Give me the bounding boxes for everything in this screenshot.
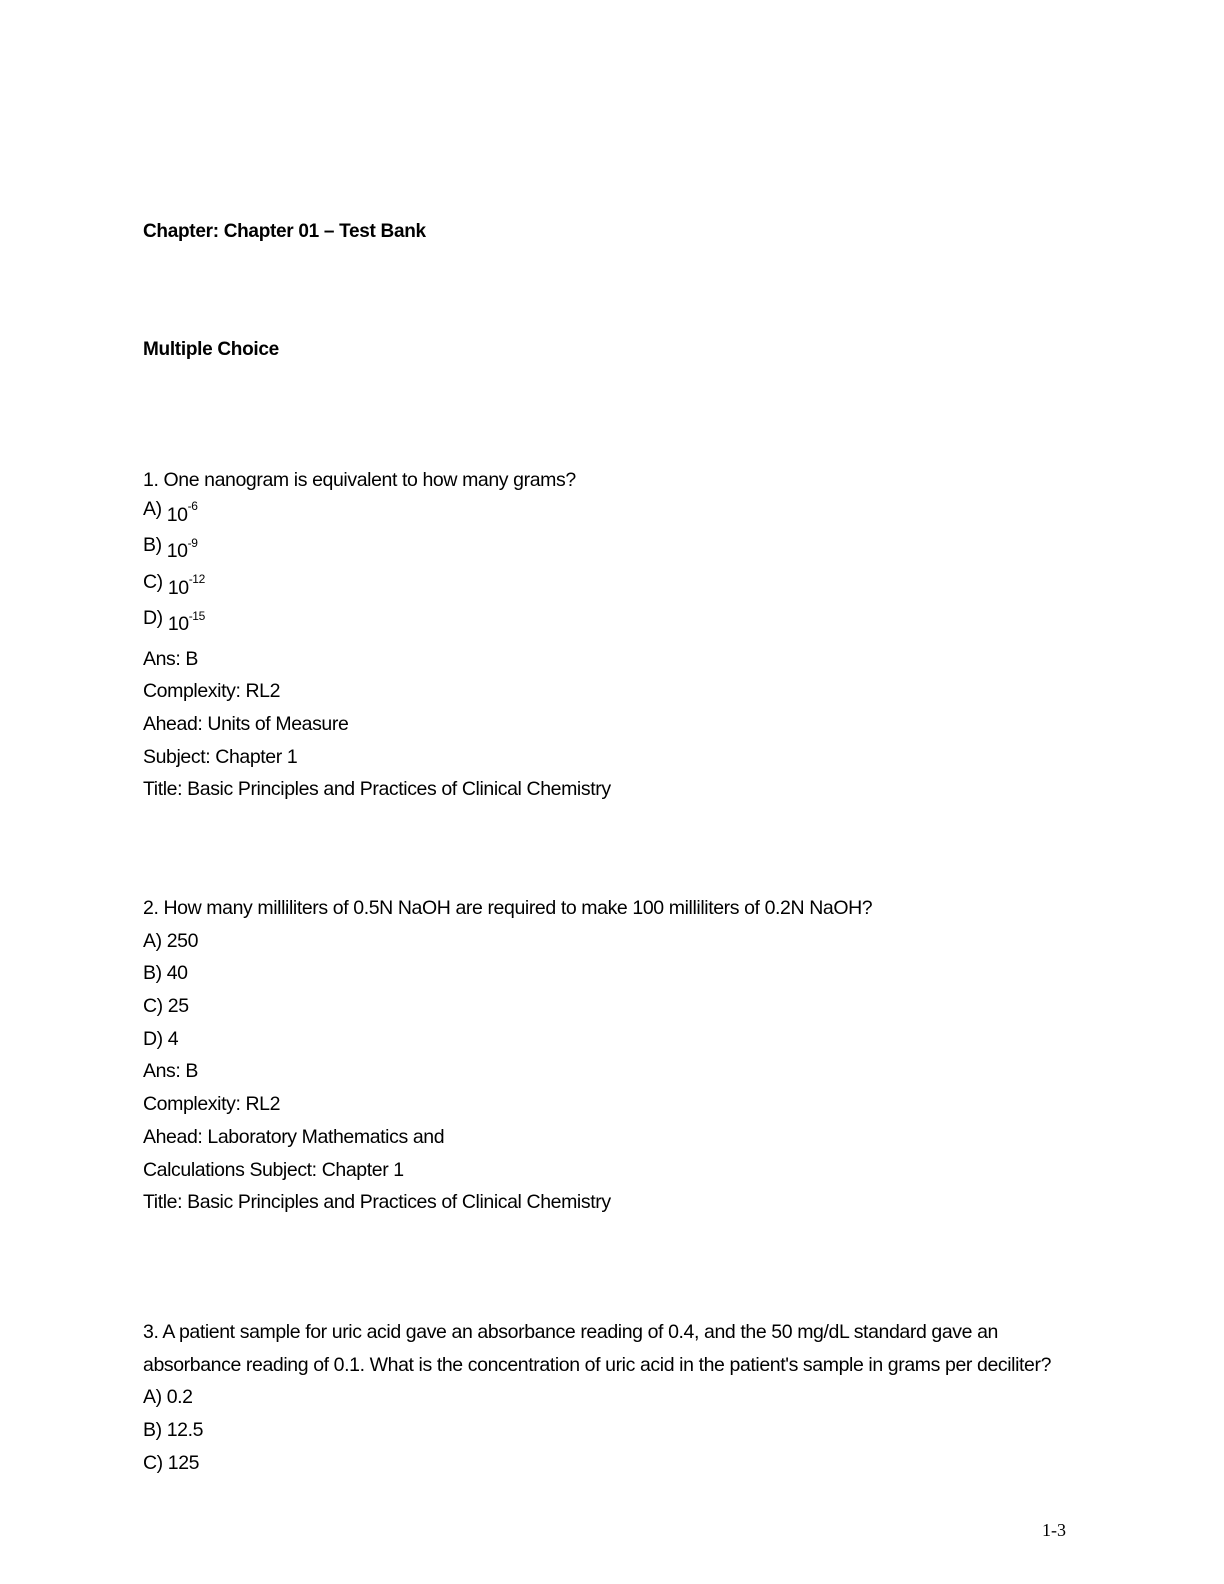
- question-stem: 1. One nanogram is equivalent to how many grams?: [143, 469, 576, 491]
- complexity: Complexity: RL2: [143, 680, 281, 703]
- question-2: [143, 892, 1063, 1219]
- answer-option-b: B) 12.5: [143, 1419, 204, 1442]
- answer-option-d: [143, 606, 1063, 643]
- subject: Subject: Chapter 1: [143, 745, 298, 768]
- question-stem: 2. How many milliliters of 0.5N NaOH are required to make 100 milliliters of 0.2N NaOH?: [143, 897, 873, 919]
- ahead-topic: Ahead: Units of Measure: [143, 713, 349, 736]
- book-title: Title: Basic Principles and Practices of Clinical Chemistry: [143, 1191, 611, 1214]
- answer-option-c: C) 125: [143, 1451, 200, 1474]
- option-exponent: -9: [187, 535, 198, 550]
- complexity: Complexity: RL2: [143, 1093, 281, 1116]
- option-base: 10: [167, 576, 189, 599]
- answer-option-b: B) 40: [143, 962, 188, 985]
- option-exponent: -12: [188, 572, 205, 587]
- option-base: 10: [167, 613, 189, 636]
- answer-option-a: A) 250: [143, 929, 199, 952]
- subject: Calculations Subject: Chapter 1: [143, 1158, 404, 1181]
- option-letter: C): [143, 570, 163, 593]
- page-number: 1-3: [1042, 1520, 1066, 1540]
- answer-option-a: A) 0.2: [143, 1386, 193, 1409]
- ahead-topic: Ahead: Laboratory Mathematics and: [143, 1125, 445, 1148]
- book-title: Title: Basic Principles and Practices of Clinical Chemistry: [143, 778, 611, 801]
- answer-option-d: D) 4: [143, 1027, 179, 1050]
- option-letter: D): [143, 607, 163, 630]
- option-base: 10: [166, 503, 188, 526]
- option-letter: B): [143, 534, 162, 557]
- chapter-heading: Chapter: Chapter 01 – Test Bank: [143, 221, 426, 242]
- section-heading: Multiple Choice: [143, 339, 279, 360]
- option-exponent: -6: [187, 499, 198, 514]
- answer-option-c: C) 25: [143, 995, 189, 1018]
- option-letter: A): [143, 497, 162, 520]
- question-3: [143, 1316, 1063, 1479]
- question-1: [143, 464, 1063, 806]
- option-exponent: -15: [188, 608, 205, 623]
- option-base: 10: [166, 540, 188, 563]
- answer-option-a: [143, 497, 1063, 534]
- answer-key: Ans: B: [143, 647, 199, 670]
- answer-option-b: [143, 533, 1063, 570]
- answer-key: Ans: B: [143, 1060, 199, 1083]
- answer-option-c: [143, 570, 1063, 607]
- question-stem: 3. A patient sample for uric acid gave an absorbance reading of 0.4, and the 50 mg/dL standard gave an absorbance reading of 0.1. What is the concentration of uric acid in the patient's sample in grams per deciliter?: [143, 1321, 1052, 1376]
